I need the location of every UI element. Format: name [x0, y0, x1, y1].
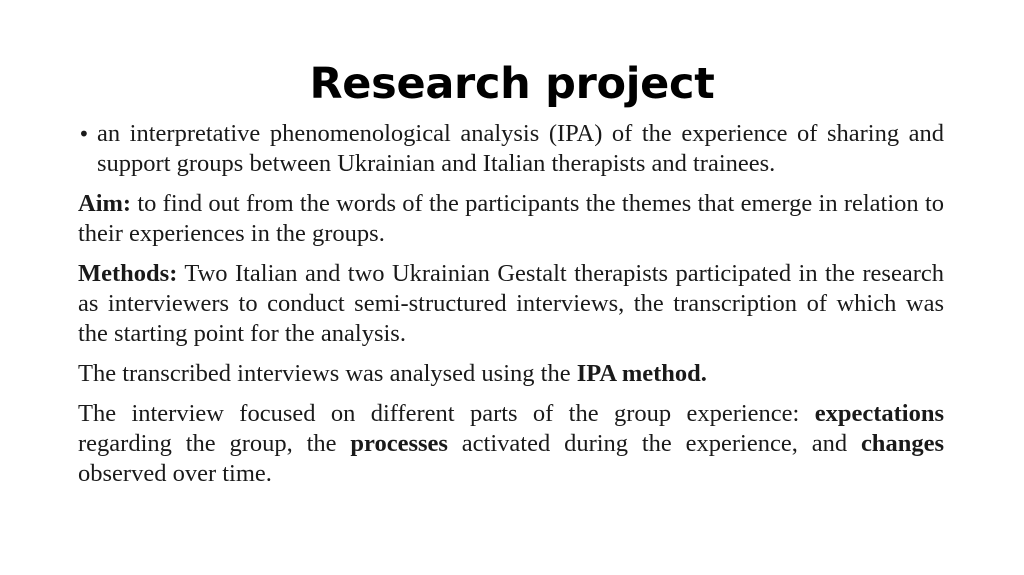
ipa-method-bold: IPA method. [576, 360, 707, 387]
interview-text-2: regarding the group, the [78, 430, 351, 457]
methods-paragraph [78, 259, 944, 349]
interview-text-4: observed over time. [78, 460, 272, 487]
methods-label: Methods: [78, 260, 178, 287]
bullet-text: an interpretative phenomenological analysis (IPA) of the experience of sharing and support groups between Ukrainian and Italian therapists and trainees. [97, 120, 944, 177]
aim-label: Aim: [78, 190, 132, 217]
expectations-bold: expectations [814, 400, 944, 427]
interview-text-1: The interview focused on different parts of the group experience: [78, 400, 815, 427]
bullet-icon: • [78, 122, 90, 146]
transcribed-text: The transcribed interviews was analysed using the [78, 360, 577, 387]
methods-text: Two Italian and two Ukrainian Gestalt therapists participated in the research as interviewers to conduct semi-structured interviews, the transcription of which was the starting point for the analysis. [78, 260, 944, 347]
slide-body [78, 119, 944, 499]
aim-text: to find out from the words of the participants the themes that emerge in relation to their experiences in the groups. [78, 190, 944, 247]
aim-paragraph [78, 189, 944, 249]
changes-bold: changes [860, 430, 944, 457]
slide-title: Research project [309, 59, 715, 109]
transcribed-paragraph [78, 359, 944, 389]
interview-paragraph [78, 399, 944, 489]
processes-bold: processes [350, 430, 448, 457]
interview-text-3: activated during the experience, and [447, 430, 861, 457]
bullet-ipa-description [78, 119, 944, 179]
